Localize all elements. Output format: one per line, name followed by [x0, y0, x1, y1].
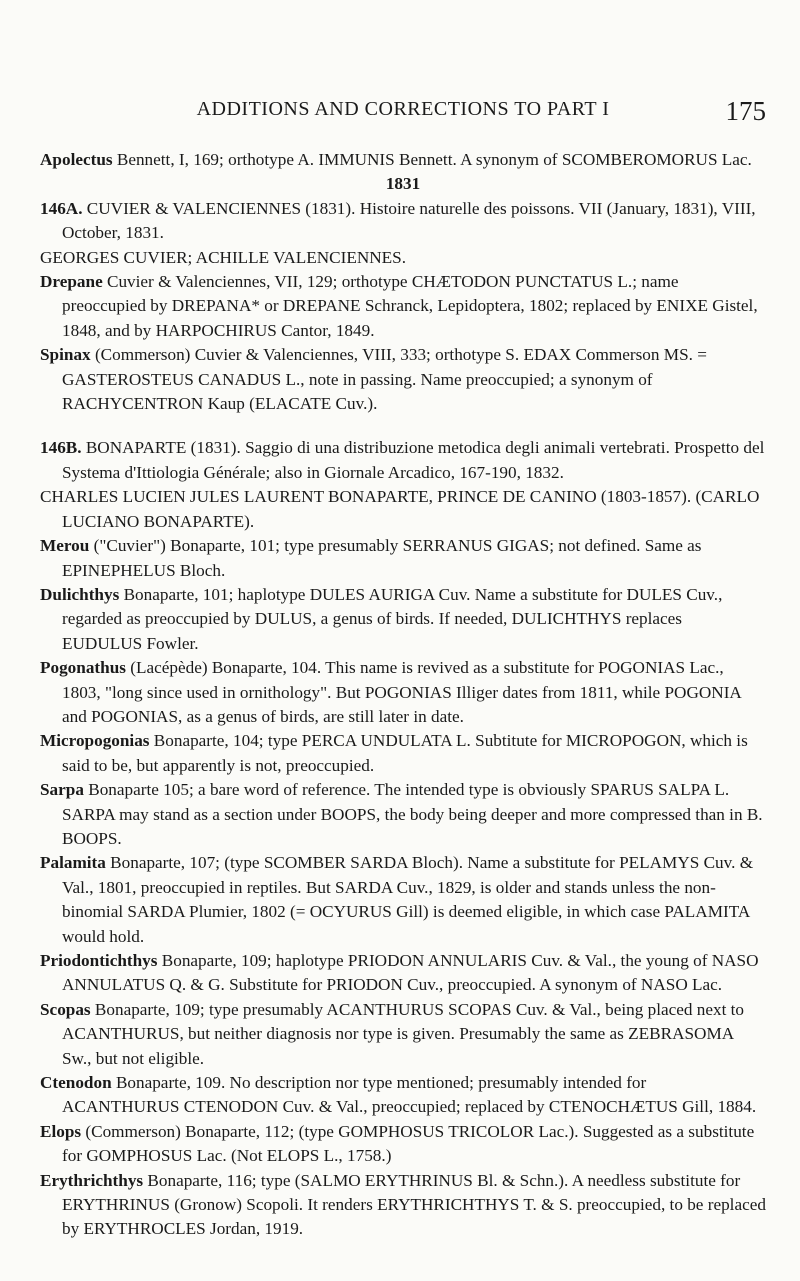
entry-text: Bonaparte, 109. No description nor type mentioned; presumably intended for ACANTHURUS CTENODON Cuv. & Val., preoccupied; replaced by CTENOCHÆTUS Gill, 1884.: [62, 1073, 757, 1117]
entry-146a-heading: [40, 197, 766, 246]
author-line: [40, 246, 766, 270]
genus-name: Palamita: [40, 853, 106, 873]
entry-text: (Commerson) Bonaparte, 112; (type GOMPHOSUS TRICOLOR Lac.). Suggested as a substitute for GOMPHOSUS Lac. (Not ELOPS L., 1758.): [62, 1121, 755, 1166]
genus-name: Ctenodon: [40, 1073, 112, 1093]
genus-name: Spinax: [40, 345, 91, 365]
page-body: [40, 148, 766, 1242]
genus-name: Erythrichthys: [40, 1170, 144, 1190]
genus-name: Priodontichthys: [40, 951, 158, 970]
page-number: 175: [725, 96, 766, 126]
entry-text: Bonaparte 105; a bare word of reference. The intended type is obviously SPARUS SALPA L. SARPA may stand as a section under BOOPS, the body being deeper and more compressed than in B. BOOPS.: [62, 780, 763, 848]
genus-name: Drepane: [40, 272, 103, 292]
genus-name: Dulichthys: [40, 584, 120, 604]
entry-text: (Commerson) Cuvier & Valenciennes, VIII, 333; orthotype S. EDAX Commerson MS. = GASTEROSTEUS CANADUS L., note in passing. Name preoccupied; a synonym of RACHYCENTRON Kaup (ELACATE Cuv.).: [62, 345, 707, 414]
genus-name: Apolectus: [40, 150, 113, 169]
entry-drepane: [40, 270, 766, 343]
entry-dulichthys: [40, 583, 766, 656]
entry-text: CHARLES LUCIEN JULES LAURENT BONAPARTE, PRINCE DE CANINO (1803-1857). (CARLO LUCIANO BONAPARTE).: [40, 487, 760, 531]
entry-146b-heading: [40, 436, 766, 485]
genus-name: Scopas: [40, 999, 91, 1019]
entry-scopas: [40, 998, 766, 1071]
genus-name: Micropogonias: [40, 731, 150, 751]
entry-merou: [40, 534, 766, 583]
entry-text: GEORGES CUVIER; ACHILLE VALENCIENNES.: [40, 247, 407, 267]
entry-text: Bonaparte, 109; haplotype PRIODON ANNULARIS Cuv. & Val., the young of NASO ANNULATUS Q. & G. Substitute for PRIODON Cuv., preoccupied. A synonym of NASO Lac.: [62, 951, 759, 995]
page-header: [40, 96, 766, 126]
running-head: ADDITIONS AND CORRECTIONS TO PART I: [196, 98, 610, 120]
section-number: 146A.: [40, 198, 83, 218]
entry-text: Bonaparte, 101; haplotype DULES AURIGA Cuv. Name a substitute for DULES Cuv., regarded as preoccupied by DULUS, a genus of birds. If needed, DULICHTHYS replaces EUDULUS Fowler.: [62, 584, 723, 653]
entry-text: CUVIER & VALENCIENNES (1831). Histoire naturelle des poissons. VII (January, 1831), VIII, October, 1831.: [62, 198, 756, 243]
entry-text: Bonaparte, 109; type presumably ACANTHURUS SCOPAS Cuv. & Val., being placed next to ACANTHURUS, but neither diagnosis nor type is given. Presumably the same as ZEBRASOMA Sw., but not eligible.: [62, 999, 745, 1068]
entry-text: ("Cuvier") Bonaparte, 101; type presumably SERRANUS GIGAS; not defined. Same as EPINEPHELUS Bloch.: [62, 536, 702, 580]
genus-name: Merou: [40, 536, 90, 556]
entry-text: Bennett, I, 169; orthotype A. IMMUNIS Bennett. A synonym of SCOMBEROMORUS Lac.: [112, 150, 752, 169]
entry-text: Cuvier & Valenciennes, VII, 129; orthotype CHÆTODON PUNCTATUS L.; name preoccupied by DREPANA* or DREPANE Schranck, Lepidoptera, 1802; replaced by ENIXE Gistel, 1848, and by HARPOCHIRUS Cantor, 1849.: [62, 272, 758, 340]
entry-elops: [40, 1120, 766, 1169]
genus-name: Sarpa: [40, 780, 84, 800]
entry-palamita: [40, 851, 766, 949]
section-number: 146B.: [40, 438, 82, 458]
entry-text: Bonaparte, 107; (type SCOMBER SARDA Bloch). Name a substitute for PELAMYS Cuv. & Val., 1801, preoccupied in reptiles. But SARDA Cuv., 1829, is older and stands unless the non-binomial SARDA Plumier, 1802 (= OCYURUS Gill) is deemed eligible, in which case PALAMITA would hold.: [62, 853, 754, 946]
genus-name: Pogonathus: [40, 658, 126, 678]
entry-text: Bonaparte, 116; type (SALMO ERYTHRINUS Bl. & Schn.). A needless substitute for ERYTHRINUS (Gronow) Scopoli. It renders ERYTHRICHTHYS T. & S. preoccupied, to be replaced by ERYTHROCLES Jordan, 1919.: [62, 1170, 766, 1239]
genus-name: Elops: [40, 1121, 82, 1141]
section-year: 1831: [385, 174, 421, 194]
entry-apolectus: [40, 148, 766, 172]
entry-micropogonias: [40, 729, 766, 778]
entry-erythrichthys: [40, 1169, 766, 1242]
entry-text: Bonaparte, 104; type PERCA UNDULATA L. Subtitute for MICROPOGON, which is said to be, but apparently is not, preoccupied.: [62, 731, 748, 775]
entry-priodontichthys: [40, 949, 766, 998]
entry-text: (Lacépède) Bonaparte, 104. This name is revived as a substitute for POGONIAS Lac., 1803, "long since used in ornithology". But POGONIAS Illiger dates from 1811, while POGONIA and POGONIAS, as a genus of birds, are still later in date.: [62, 658, 741, 726]
spacer: [40, 416, 766, 436]
entry-spinax: [40, 343, 766, 416]
entry-text: BONAPARTE (1831). Saggio di una distribuzione metodica degli animali vertebrati. Prospetto del Systema d'Ittiologia Générale; also in Giornale Arcadico, 167-190, 1832.: [62, 438, 765, 482]
entry-ctenodon: [40, 1071, 766, 1120]
entry-sarpa: [40, 778, 766, 851]
entry-pogonathus: [40, 656, 766, 729]
author-line: [40, 485, 766, 534]
